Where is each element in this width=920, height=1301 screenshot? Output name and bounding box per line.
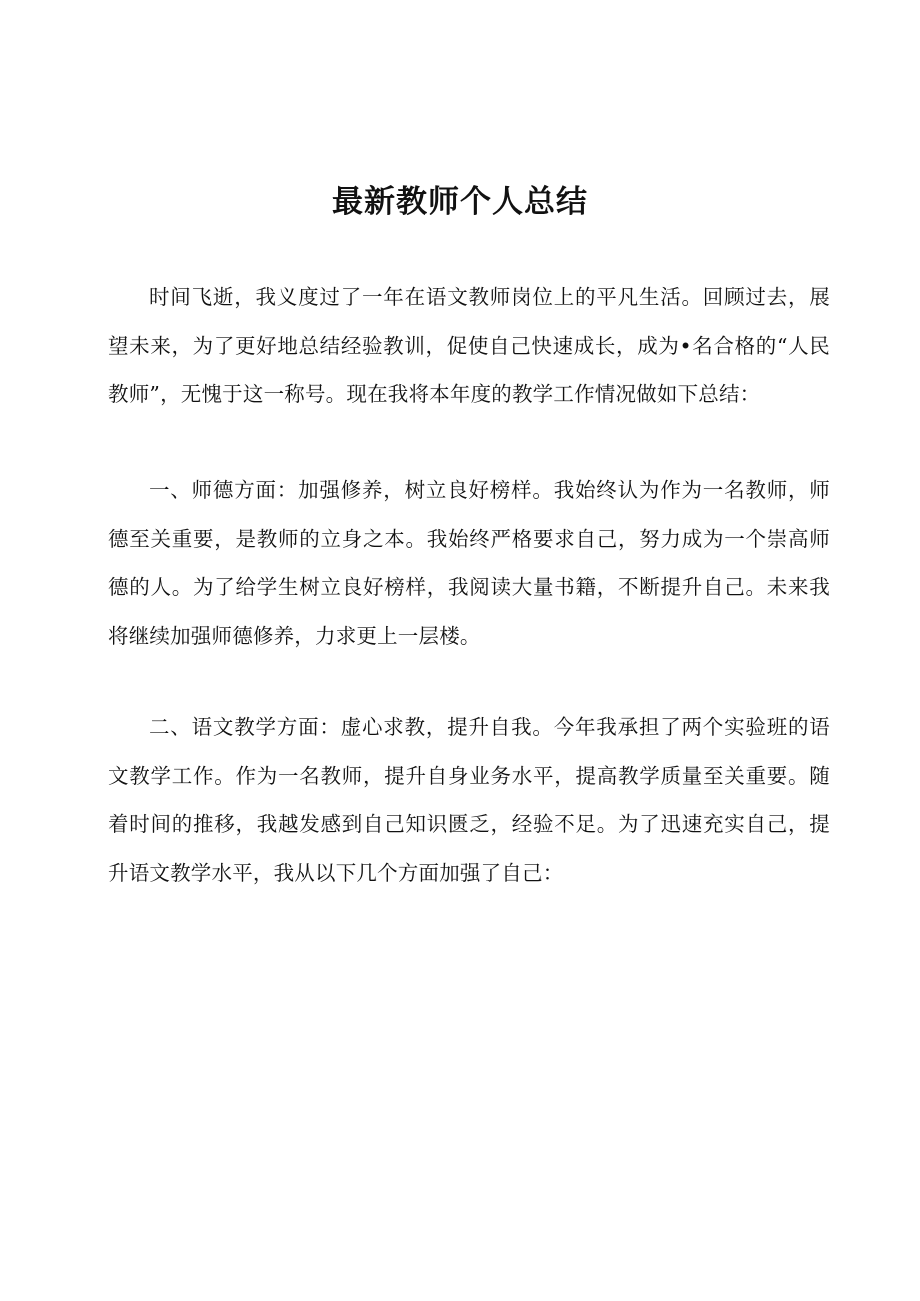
document-title: 最新教师个人总结: [332, 184, 588, 220]
ethics-section-paragraph: 一、师德方面：加强修养，树立良好榜样。我始终认为作为一名教师，师德至关重要，是教师的立身之本。我始终严格要求自己，努力成为一个崇高师德的人。为了给学生树立良好榜样，我阅读大量书籍，不断提升自己。未来我将继续加强师德修养，力求更上一层楼。: [108, 478, 830, 648]
intro-paragraph: 时间飞逝，我义度过了一年在语文教师岗位上的平凡生活。回顾过去，展望未来，为了更好地总结经验教训，促使自己快速成长，成为•名合格的“人民教师”，无愧于这一称号。现在我将本年度的教学工作情况做如下总结：: [108, 285, 830, 406]
teaching-section-paragraph: 二、语文教学方面：虚心求教，提升自我。今年我承担了两个实验班的语文教学工作。作为一名教师，提升自身业务水平，提高教学质量至关重要。随着时间的推移，我越发感到自己知识匮乏，经验不足。为了迅速充实自己，提升语文教学水平，我从以下几个方面加强了自己：: [108, 715, 830, 885]
